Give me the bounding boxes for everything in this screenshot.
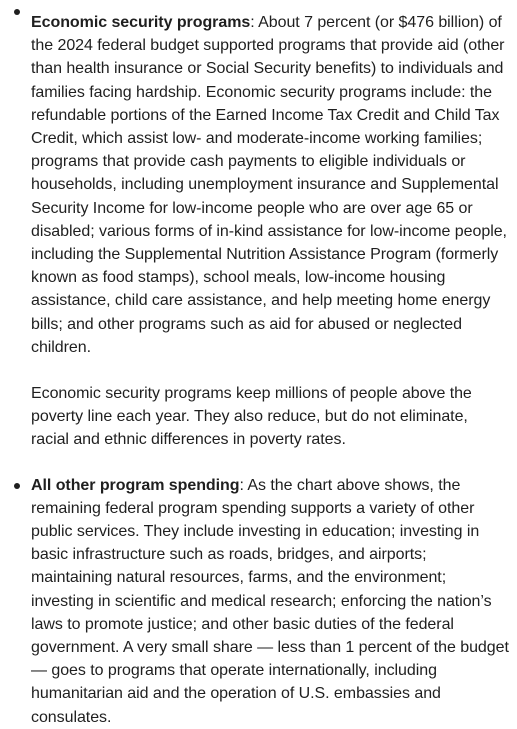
- bullet-icon: [14, 9, 20, 15]
- item-text: : As the chart above shows, the remaining federal program spending supports a variety of other public services. They include investing in education; investing in basic infrastructure such as roads, bridges, and airports; maintaining natural resources, farms, and the environment; investing in scientific and medical research; enforcing the nation’s laws to promote justice; and other basic duties of the federal government. A very small share — less than 1 percent of the budget — goes to programs that operate internationally, including humanitarian aid and the operation of U.S. embassies and consulates.: [31, 476, 509, 726]
- item-text: : About 7 percent (or $476 billion) of the 2024 federal budget supported programs that provide aid (other than health insurance or Social Security benefits) to individuals and families facing hardship. Economic security programs include: the refundable portions of the Earned Income Tax Credit and Child Tax Credit, which assist low- and moderate-income working families; programs that provide cash payments to eligible individuals or households, including unemployment insurance and Supplemental Security Income for low-income people who are over age 65 or disabled; various forms of in-kind assistance for low-income people, including the Supplemental Nutrition Assistance Program (formerly known as food stamps), school meals, low-income housing assistance, child care assistance, and help meeting home energy bills; and other programs such as aid for abused or neglected children.: [31, 14, 507, 356]
- followup-paragraph: Economic security programs keep millions of people above the poverty line each year. They also reduce, but do not eliminate, racial and ethnic differences in poverty rates.: [31, 385, 472, 449]
- list-item: [0, 474, 517, 729]
- item-heading: All other program spending: [31, 476, 240, 494]
- paragraph: [31, 11, 509, 359]
- paragraph: [31, 474, 509, 729]
- item-heading: Economic security programs: [31, 14, 251, 31]
- bullet-icon: [14, 483, 20, 489]
